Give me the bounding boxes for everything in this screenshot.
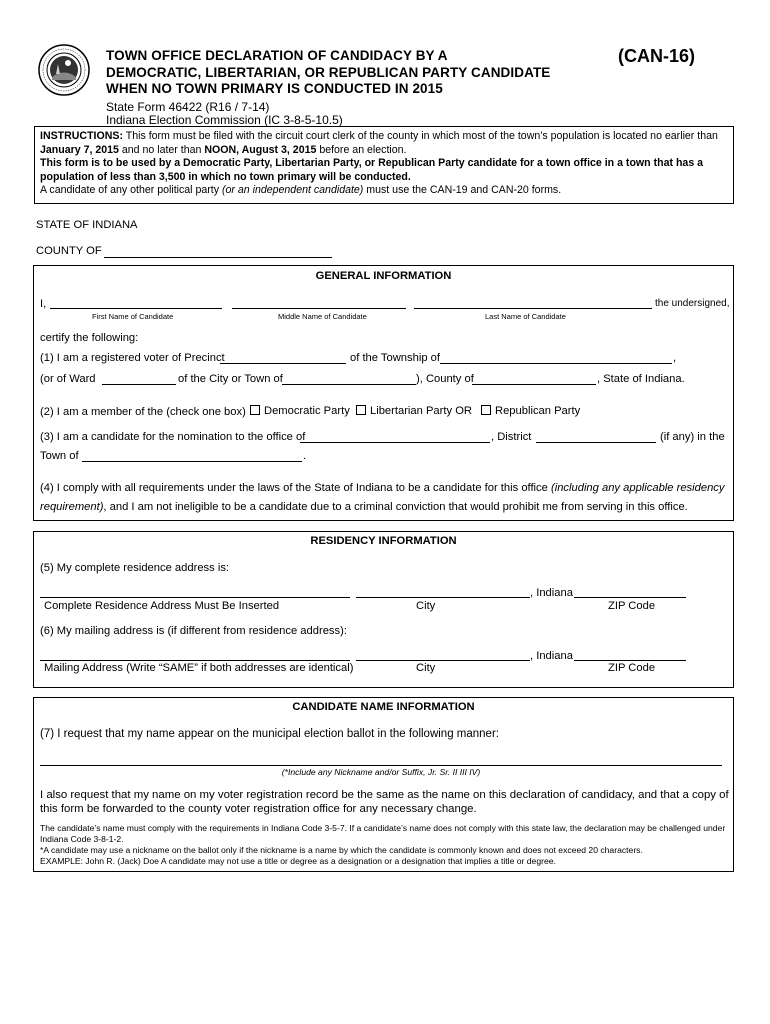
q4-text-2: , and I am not ineligible to be a candidate due to a criminal conviction that would prohibit me from serving in this office. <box>103 501 688 513</box>
libertarian-option[interactable] <box>356 405 472 417</box>
libertarian-checkbox[interactable] <box>356 405 366 415</box>
residence-city-caption: City <box>416 600 436 612</box>
state-form-number: State Form 46422 (R16 / 7-14) <box>106 100 270 114</box>
q7-label: (7) I request that my name appear on the municipal election ballot in the following manner: <box>40 728 499 740</box>
name-requirements-footnote <box>40 823 730 867</box>
independent-candidate-text: (or an independent candidate) <box>221 184 364 197</box>
certify-text: certify the following: <box>40 332 139 344</box>
middle-name-caption: Middle Name of Candidate <box>278 312 367 321</box>
residence-address-field[interactable] <box>40 597 350 598</box>
undersigned-text: the undersigned, <box>655 298 730 309</box>
ward-field[interactable] <box>102 384 176 385</box>
form-title-line-2: DEMOCRATIC, LIBERTARIAN, OR REPUBLICAN PARTY CANDIDATE <box>106 64 551 80</box>
town-of-label: Town of <box>40 450 79 462</box>
i-label: I, <box>40 298 47 310</box>
deadline-date: NOON, August 3, 2015 <box>204 143 317 156</box>
other-party-forms-text: must use the CAN-19 and CAN-20 forms. <box>363 184 562 197</box>
mailing-address-caption: Mailing Address (Write “SAME” if both addresses are identical) <box>44 662 354 674</box>
ballot-name-field[interactable] <box>40 765 722 766</box>
last-name-field[interactable] <box>414 308 652 309</box>
voter-record-request: I also request that my name on my voter registration record be the same as the name on this declaration of candidacy, and that a copy of this form be forwarded to the county voter registration office for any necessary change. <box>40 789 729 815</box>
residence-city-field[interactable] <box>356 597 530 598</box>
first-name-field[interactable] <box>50 308 222 309</box>
q4-italic: (including any applicable residency <box>550 482 725 494</box>
republican-option[interactable] <box>481 405 580 417</box>
mailing-address-field[interactable] <box>40 660 350 661</box>
state-seal-logo <box>38 44 90 96</box>
q4-italic-2: requirement) <box>40 501 104 513</box>
state-of-indiana-text: , State of Indiana. <box>597 373 685 385</box>
eligibility-note: This form is to be used by a Democratic Party, Libertarian Party, or Republican Party candidate for a town office in a town that has a population of less than 3,500 in which no town primary will be conducted. <box>40 157 704 183</box>
city-town-field[interactable] <box>282 384 416 385</box>
q1-comma: , <box>673 352 677 364</box>
form-title-line-3: WHEN NO TOWN PRIMARY IS CONDUCTED IN 2015 <box>106 81 443 96</box>
district-field[interactable] <box>536 442 656 443</box>
middle-name-field[interactable] <box>232 308 406 309</box>
district-label: , District <box>491 431 532 443</box>
township-field[interactable] <box>440 363 672 364</box>
form-code: (CAN-16) <box>618 46 696 66</box>
residence-address-caption: Complete Residence Address Must Be Inserted <box>44 600 280 612</box>
residence-zip-field[interactable] <box>574 597 686 598</box>
town-period: . <box>303 450 307 462</box>
republican-label: Republican Party <box>495 405 581 417</box>
footnote-3: EXAMPLE: John R. (Jack) Doe A candidate may not use a title or degree as a designation or a designation that implies a title or degree. <box>40 856 556 866</box>
commission-citation: Indiana Election Commission (IC 3-8-5-10.5) <box>106 113 343 127</box>
general-information-heading: GENERAL INFORMATION <box>315 270 452 282</box>
other-party-note <box>40 184 728 198</box>
precinct-field[interactable] <box>220 363 346 364</box>
q4-text: (4) I comply with all requirements under the laws of the State of Indiana to be a candidate for this office <box>40 482 551 494</box>
state-label: STATE OF INDIANA <box>36 219 138 231</box>
footnote-2: *A candidate may use a nickname on the ballot only if the nickname is a name by which the candidate is commonly known and does not exceed 20 characters. <box>40 845 643 855</box>
instructions-text-3: before an election. <box>316 143 407 156</box>
mailing-city-caption: City <box>416 662 436 674</box>
residency-information-heading: RESIDENCY INFORMATION <box>310 535 457 547</box>
democratic-checkbox[interactable] <box>250 405 260 415</box>
footnote-1: The candidate’s name must comply with the requirements in Indiana Code 3-5-7. If a candidate’s name does not comply with this state law, the declaration may be challenged under Indiana Code 3-8-1-2. <box>40 823 726 844</box>
candidate-name-heading: CANDIDATE NAME INFORMATION <box>292 701 475 713</box>
republican-checkbox[interactable] <box>481 405 491 415</box>
ward-label: (or of Ward <box>40 373 96 385</box>
residence-indiana-text: , Indiana <box>530 587 573 599</box>
q1-precinct-label: (1) I am a registered voter of Precinct <box>40 352 225 364</box>
q1-township-label: of the Township of <box>350 352 440 364</box>
first-name-caption: First Name of Candidate <box>92 312 174 321</box>
q6-label: (6) My mailing address is (if different from residence address): <box>40 625 347 637</box>
form-title-line-1: TOWN OFFICE DECLARATION OF CANDIDACY BY A <box>106 48 448 63</box>
instructions-text: This form must be filed with the circuit court clerk of the county in which most of the town’s population is located no earlier than <box>122 130 718 142</box>
democratic-option[interactable] <box>250 405 350 417</box>
start-date: January 7, 2015 <box>40 143 119 156</box>
city-town-label: of the City or Town of <box>178 373 283 385</box>
instructions-text-2: and no later than <box>118 143 205 156</box>
other-party-text: A candidate of any other political party <box>40 184 222 197</box>
county-label: COUNTY OF <box>36 245 102 257</box>
residence-zip-caption: ZIP Code <box>608 600 656 612</box>
county-of-label: ), County of <box>416 373 474 385</box>
nickname-note: (*Include any Nickname and/or Suffix, Jr. Sr. II III IV) <box>281 767 481 777</box>
q4-compliance-text <box>40 479 728 517</box>
mailing-zip-field[interactable] <box>574 660 686 661</box>
form-title <box>106 48 550 98</box>
office-field[interactable] <box>300 442 490 443</box>
town-field[interactable] <box>82 461 302 462</box>
if-any-text: (if any) in the <box>660 431 725 443</box>
mailing-indiana-text: , Indiana <box>530 650 573 662</box>
q5-label: (5) My complete residence address is: <box>40 562 230 574</box>
mailing-zip-caption: ZIP Code <box>608 662 656 674</box>
mailing-city-field[interactable] <box>356 660 530 661</box>
q3-office-label: (3) I am a candidate for the nomination to the office of <box>40 431 306 443</box>
democratic-label: Democratic Party <box>264 405 350 417</box>
instructions-label: INSTRUCTIONS: <box>40 130 123 142</box>
instructions-box <box>34 126 734 204</box>
county-of-field[interactable] <box>472 384 596 385</box>
libertarian-label: Libertarian Party OR <box>370 405 472 417</box>
q2-party-label: (2) I am a member of the (check one box) <box>40 406 246 418</box>
last-name-caption: Last Name of Candidate <box>485 312 566 321</box>
instructions-paragraph <box>40 130 728 157</box>
county-field[interactable] <box>104 257 332 258</box>
